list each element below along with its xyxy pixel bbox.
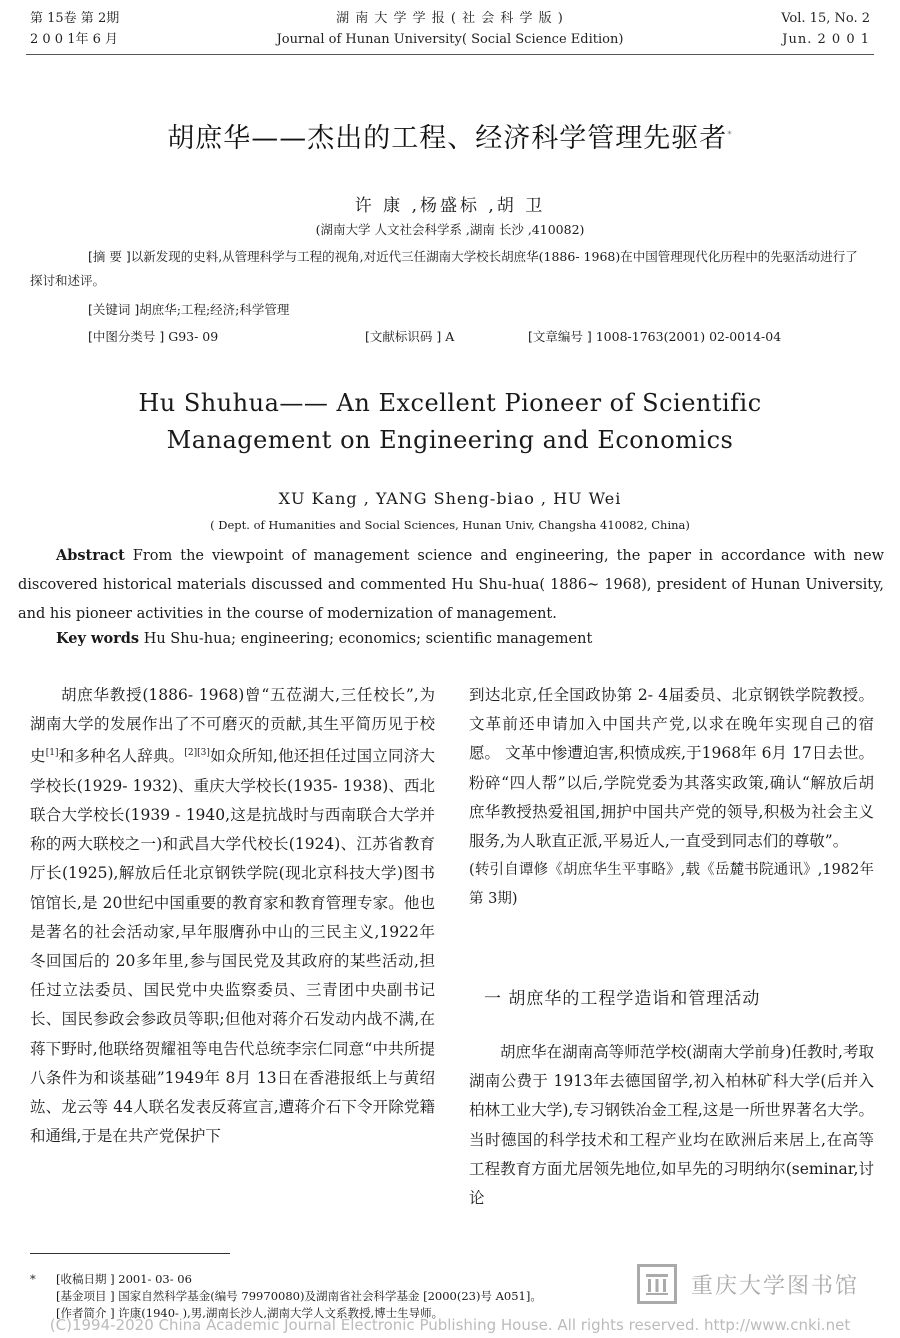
clc-label: [中图分类号 ] — [88, 329, 165, 344]
paper-title-en — [0, 385, 900, 459]
keywords-zh-text: 胡庶华;工程;经济;科学管理 — [139, 302, 290, 317]
keywords-en-label: Key words — [56, 630, 140, 647]
body-right-column-lower — [469, 1038, 874, 1213]
paper-title-en-line2: Management on Engineering and Economics — [166, 426, 734, 454]
journal-name-en: Journal of Hunan University( Social Science Edition) — [276, 32, 624, 47]
doc-code-value: A — [445, 329, 455, 344]
header-rule — [26, 54, 874, 55]
body-paragraph: 胡庶华在湖南高等师范学校(湖南大学前身)任教时,考取湖南公费于 1913年去德国留学,初入柏林矿科大学(后并入柏林工业大学),专习钢铁冶金工程,这是一所世界著名大学。当时德国的科学技术和工程产业均在欧洲后来居上,在高等工程教育方面尤居领先地位,如早先的习明纳尔(seminar,讨论 — [469, 1043, 874, 1208]
volume-issue-zh: 第 15卷 第 2期 — [30, 11, 120, 26]
section-heading: 一 胡庶华的工程学造诣和管理活动 — [484, 989, 761, 1009]
abstract-en-text: From the viewpoint of management science and engineering, the paper in accordance with new discovered historical materials discussed and commented Hu Shu-hua( 1886~ 1968), president of Hunan University, and his pioneer activities in the course of modernization of management. — [18, 548, 884, 622]
doc-code-label: [文献标识码 ] — [365, 329, 442, 344]
quote-source: (转引自谭修《胡庶华生平事略》,载《岳麓书院通讯》,1982年第 3期) — [469, 862, 874, 908]
abstract-zh-text: 以新发现的史料,从管理科学与工程的视角,对近代三任湖南大学校长胡庶华(1886- 1968)在中国管理现代化历程中的先驱活动进行了探讨和述评。 — [30, 249, 858, 288]
footnote-author: [作者简介 ] 许康(1940- ),男,湖南长沙人,湖南大学人文系教授,博士生导师。 — [56, 1306, 444, 1320]
clc-value: G93- 09 — [168, 329, 219, 344]
library-logo-icon — [637, 1264, 677, 1304]
keywords-en — [56, 630, 592, 647]
article-number-label: [文章编号 ] — [528, 329, 592, 344]
clc-number — [88, 327, 218, 345]
library-watermark — [637, 1262, 872, 1306]
authors-zh: 许 康 ,杨盛标 ,胡 卫 — [354, 196, 546, 216]
footnote-rule — [30, 1253, 230, 1254]
abstract-zh — [30, 245, 870, 293]
keywords-zh-label: [关键词 ] — [88, 302, 140, 317]
copyright-line: (C)1994-2020 China Academic Journal Electronic Publishing House. All rights reserved. http://www.cnki.net — [49, 1316, 851, 1334]
date-zh: 2 0 0 1年 6 月 — [30, 32, 119, 47]
library-watermark-text: 重庆大学图书馆 — [691, 1273, 860, 1299]
authors-en: XU Kang , YANG Sheng-biao , HU Wei — [278, 489, 622, 508]
paper-title-en-line1: Hu Shuhua—— An Excellent Pioneer of Scientific — [138, 389, 762, 417]
abstract-en-label: Abstract — [56, 547, 125, 564]
abstract-zh-label: [摘 要 ] — [88, 249, 131, 264]
citation-ref-1[interactable]: [1] — [45, 748, 59, 759]
paper-title-zh: 胡庶华——杰出的工程、经济科学管理先驱者* — [167, 123, 733, 154]
date-en: Jun. 2 0 0 1 — [782, 32, 870, 47]
article-number — [528, 327, 781, 345]
body-right-column — [469, 681, 874, 915]
body-left-column — [30, 681, 435, 1151]
abstract-en — [18, 541, 884, 629]
keywords-zh — [88, 300, 289, 318]
affiliation-zh: (湖南大学 人文社会科学系 ,湖南 长沙 ,410082) — [315, 222, 585, 237]
title-footnote-mark: * — [727, 130, 733, 140]
article-number-value: 1008-1763(2001) 02-0014-04 — [595, 329, 782, 344]
footnote-received: * [收稿日期 ] 2001- 03- 06 — [30, 1272, 192, 1286]
footnote-fund: [基金项目 ] 国家自然科学基金(编号 79970080)及湖南省社会科学基金 [2000(23)号 A051]。 — [56, 1289, 542, 1303]
citation-ref-2-3[interactable]: [2][3] — [184, 748, 210, 759]
keywords-en-text: Hu Shu-hua; engineering; economics; scientific management — [143, 631, 593, 647]
body-paragraph: 到达北京,任全国政协第 2- 4届委员、北京钢铁学院教授。文革前还申请加入中国共产党,以求在晚年实现自己的宿愿。 文革中惨遭迫害,积愤成疾,于1968年 6月 17日去世。粉碎“四人帮”以后,学院党委为其落实政策,确认“解放后胡庶华教授热爱祖国,拥护中国共产党的领导,积极为社会主义服务,为人耿直正派,平易近人,一直受到同志们的尊敬”。 — [469, 686, 874, 851]
affiliation-en: ( Dept. of Humanities and Social Sciences, Hunan Univ, Changsha 410082, China) — [210, 518, 690, 532]
volume-issue-en: Vol. 15, No. 2 — [781, 11, 870, 26]
doc-code — [365, 327, 454, 345]
body-paragraph: 胡庶华教授(1886- 1968)曾“五莅湖大,三任校长”,为湖南大学的发展作出了不可磨灭的贡献,其生平简历见于校史[1]和多种名人辞典。[2][3]如众所知,他还担任过国立同济大学校长(1929- 1932)、重庆大学校长(1935- 1938)、西北联合大学校长(1939 - 1940,这是抗战时与西南联合大学并称的两大联校之一)和武昌大学代校长(1924)、江苏省教育厅长(1925),解放后任北京钢铁学院(现北京科技大学)图书馆馆长,是 20世纪中国重要的教育家和教育管理专家。他也是著名的社会活动家,早年服膺孙中山的三民主义,1922年冬回国后的 20多年里,参与国民党及其政府的某些活动,担任过立法委员、国民党中央监察委员、三青团中央副书记长、国民参政会参政员等职;但他对蒋介石发动内战不满,在蒋下野时,他联络贺耀祖等电告代总统李宗仁同意“中共所提八条件为和谈基础”1949年 8月 13日在香港报纸上与黄绍竑、龙云等 44人联名发表反蒋宣言,遭蒋介石下令开除党籍和通缉,于是在共产党保护下 — [30, 686, 435, 1146]
journal-name-zh: 湖 南 大 学 学 报 ( 社 会 科 学 版 ) — [336, 11, 564, 26]
